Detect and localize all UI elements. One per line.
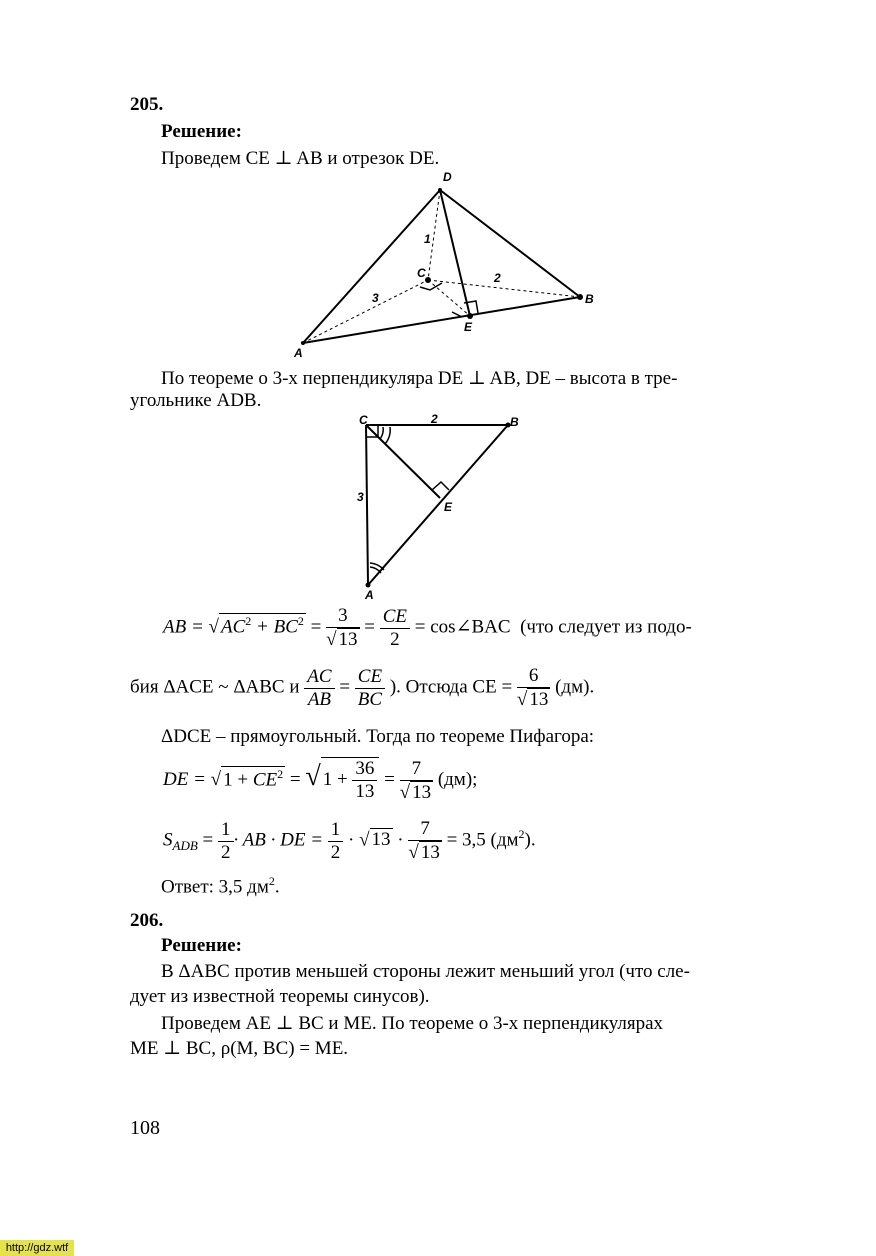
label-1: 1	[424, 232, 431, 246]
page-number: 108	[130, 1117, 160, 1139]
footer-link[interactable]: http://gdz.wtf	[0, 1240, 74, 1256]
intro-205: Проведем CE ⊥ AB и отрезок DE.	[161, 148, 440, 169]
para2: ΔDCE – прямоугольный. Тогда по теореме Пифагора:	[161, 726, 595, 747]
equation-2: бия ΔACE ~ ΔABC и $\frac{AC}{AB}$ = $\frac{CE}{BC}$ ). Отсюда CE = $\frac{6}{√ 13}$ (дм).	[130, 665, 595, 710]
para1-line2: угольнике ADB.	[130, 390, 262, 411]
label-3: 3	[372, 291, 379, 305]
tri-label-C: C	[359, 413, 368, 427]
p206-line4: ME ⊥ BC, ρ(M, BC) = ME.	[130, 1038, 349, 1059]
tri-label-A: A	[365, 588, 374, 602]
label-E: E	[464, 320, 473, 334]
p206-line1: В ΔABC против меньшей стороны лежит меньший угол (что сле-	[161, 961, 690, 982]
label-B: B	[585, 292, 594, 306]
problem-number-205: 205.	[130, 94, 164, 115]
solution-label-206: Решение:	[161, 935, 242, 956]
solution-label-205: Решение:	[161, 121, 242, 142]
tri-label-E: E	[444, 500, 453, 514]
label-C: C	[417, 266, 426, 280]
answer-205: Ответ: 3,5 $дм^2$.	[161, 874, 280, 898]
para1-line1: По теореме о 3-х перпендикуляра DE ⊥ AB, DE – высота в тре-	[161, 368, 678, 389]
problem-number-206: 206.	[130, 910, 164, 931]
tri-label-2: 2	[431, 412, 438, 426]
label-A: A	[294, 346, 303, 360]
equation-3: DE = √ $1 + CE^2$ = √ 1 + $\frac{36}{13}$ = $\frac{7}{√ 13}$ (дм);	[163, 757, 478, 803]
figure-tetrahedron	[290, 172, 600, 362]
tri-label-3: 3	[357, 490, 364, 504]
label-2: 2	[494, 271, 501, 285]
equation-4: $S_{ADB}$ = $\frac{1}{2}$ · AB · DE = $\frac{1}{2}$ · √ 13 · $\frac{7}{√ 13}$ = 3,5 $(дм^2)$.	[163, 818, 536, 863]
p206-line3: Проведем AE ⊥ BC и ME. По теореме о 3-х перпендикулярах	[161, 1013, 664, 1034]
figure-triangle	[355, 415, 525, 595]
p206-line2: дует из известной теоремы синусов).	[130, 986, 430, 1007]
equation-1: AB = √ $AC^2 + BC^2$ = $\frac{3}{√ 13}$ = $\frac{CE}{2}$ = cos∠BAC (что следует из подо-	[163, 605, 692, 650]
label-D: D	[443, 170, 452, 184]
tri-label-B: B	[510, 415, 519, 429]
